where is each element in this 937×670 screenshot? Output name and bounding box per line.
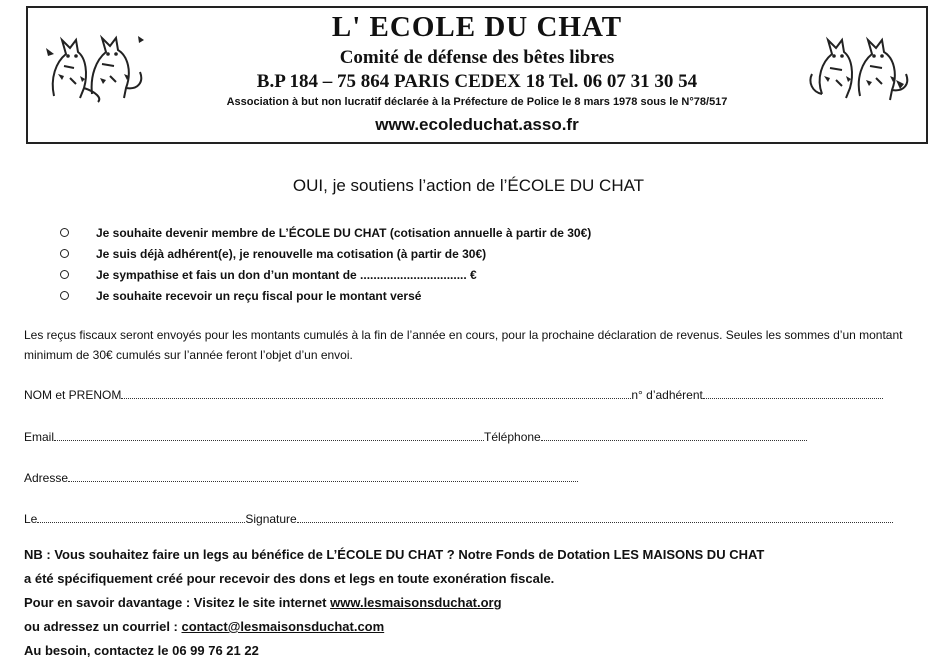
radio-circle-icon[interactable] (60, 228, 69, 237)
page-title: OUI, je soutiens l’action de l’ÉCOLE DU CHAT (292, 176, 645, 195)
nb-line: Au besoin, contactez le 06 99 76 21 22 (24, 643, 259, 658)
header-website: www.ecoleduchat.asso.fr (375, 115, 579, 134)
header-box (26, 6, 928, 144)
nb-line: NB : Vous souhaitez faire un legs au bénéfice de L’ÉCOLE DU CHAT ? Notre Fonds de Dotation LES MAISONS DU CHAT (24, 547, 765, 562)
nb-line: a été spécifiquement créé pour recevoir des dons et legs en toute exonération fiscale. (24, 571, 555, 586)
option-label: Je sympathise et fais un don d’un montant de ................................ € (96, 268, 477, 282)
option-label: Je suis déjà adhérent(e), je renouvelle ma cotisation (à partir de 30€) (96, 247, 487, 261)
email-field[interactable] (54, 431, 484, 441)
form-row-contact (24, 430, 807, 444)
address-field[interactable] (68, 472, 578, 482)
website-link[interactable]: www.lesmaisonsduchat.org (330, 595, 502, 610)
date-label: Le (24, 512, 38, 526)
phone-label: Téléphone (484, 430, 541, 444)
header-association-note: Association à but non lucratif déclarée à la Préfecture de Police le 8 mars 1978 sous le N°78/517 (226, 96, 728, 108)
email-label: Email (24, 430, 55, 444)
form-row-signature (24, 512, 893, 526)
signature-label: Signature (245, 512, 297, 526)
header-title: L' ECOLE DU CHAT (331, 11, 623, 43)
option-label: Je souhaite recevoir un reçu fiscal pour le montant versé (96, 289, 422, 303)
radio-circle-icon[interactable] (60, 291, 69, 300)
signature-field[interactable] (297, 513, 893, 523)
address-label: Adresse (24, 471, 69, 485)
fiscal-receipt-note: Les reçus fiscaux seront envoyés pour les montants cumulés à la fin de l’année en cours, pour la prochaine déclaration de revenus. Seules les sommes d’un montant minimum de 30€ cumulés sur l’année feront l’objet d’un envoi. (24, 328, 903, 362)
nb-email-prefix: ou adressez un courriel : (24, 619, 178, 634)
email-link[interactable]: contact@lesmaisonsduchat.com (181, 619, 385, 634)
name-field[interactable] (121, 389, 631, 399)
header-address: B.P 184 – 75 864 PARIS CEDEX 18 Tel. 06 07 31 30 54 (256, 71, 698, 92)
form-row-address (24, 471, 578, 485)
phone-field[interactable] (541, 431, 807, 441)
radio-circle-icon[interactable] (60, 270, 69, 279)
nb-line (24, 615, 764, 639)
header-subtitle: Comité de défense des bêtes libres (339, 47, 615, 68)
member-number-field[interactable] (703, 389, 883, 399)
date-field[interactable] (37, 513, 245, 523)
name-label: NOM et PRENOM (24, 388, 122, 402)
member-number-label: n° d’adhérent (631, 388, 703, 402)
nb-website-prefix: Pour en savoir davantage : Visitez le site internet (24, 595, 327, 610)
radio-circle-icon[interactable] (60, 249, 69, 258)
option-label: Je souhaite devenir membre de L’ÉCOLE DU CHAT (cotisation annuelle à partir de 30€) (96, 226, 592, 240)
legacy-note (24, 543, 764, 663)
nb-line (24, 591, 764, 615)
form-row-name (24, 388, 883, 402)
